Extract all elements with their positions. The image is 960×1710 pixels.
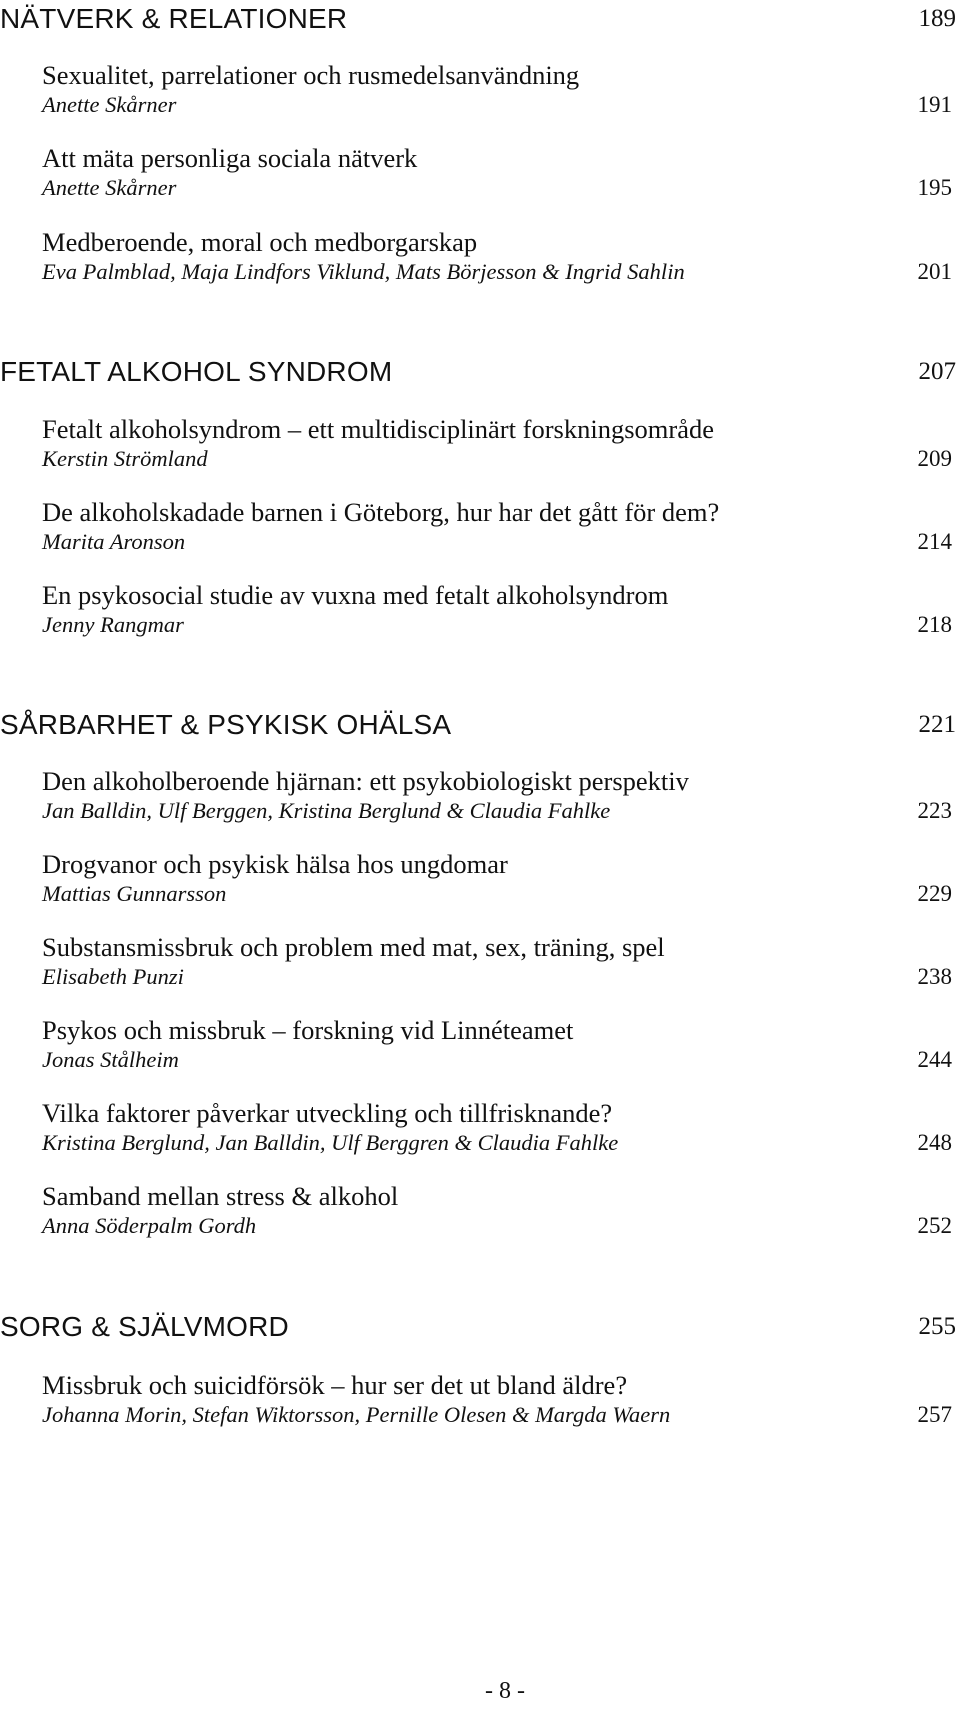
toc-entry — [42, 1180, 956, 1246]
section-page-number: 207 — [918, 358, 956, 385]
toc-entry — [42, 1014, 956, 1080]
entry-page-number: 252 — [917, 1213, 952, 1238]
entry-title: Samband mellan stress & alkohol — [42, 1181, 399, 1211]
entry-authors: Marita Aronson — [42, 529, 186, 554]
entry-authors: Anette Skårner — [42, 92, 177, 117]
entry-title: Substansmissbruk och problem med mat, sex, träning, spel — [42, 932, 665, 962]
entry-page-number: 229 — [917, 881, 952, 906]
section-page-number: 221 — [918, 711, 956, 738]
entry-authors: Kristina Berglund, Jan Balldin, Ulf Berggren & Claudia Fahlke — [42, 1130, 619, 1155]
entry-authors: Johanna Morin, Stefan Wiktorsson, Pernille Olesen & Margda Waern — [42, 1402, 671, 1427]
section-heading: FETALT ALKOHOL SYNDROM — [0, 356, 393, 387]
entry-authors: Jonas Stålheim — [42, 1047, 179, 1072]
entry-page-number: 214 — [917, 529, 952, 554]
entry-title: Psykos och missbruk – forskning vid Linnéteamet — [42, 1015, 574, 1045]
entry-title: En psykosocial studie av vuxna med fetalt alkoholsyndrom — [42, 580, 669, 610]
section-heading: NÄTVERK & RELATIONER — [0, 3, 348, 34]
page-number-footer: - 8 - — [485, 1678, 525, 1704]
section-page-number: 255 — [918, 1313, 956, 1340]
entry-page-number: 248 — [917, 1130, 952, 1155]
toc-entry — [42, 579, 956, 645]
entry-title: Missbruk och suicidförsök – hur ser det ut bland äldre? — [42, 1370, 628, 1400]
toc-entry — [42, 1097, 956, 1163]
entry-authors: Anna Söderpalm Gordh — [42, 1213, 257, 1238]
section-heading: SÅRBARHET & PSYKISK OHÄLSA — [0, 709, 452, 740]
toc-entry — [42, 226, 956, 292]
toc-entry — [42, 413, 956, 479]
entry-authors: Eva Palmblad, Maja Lindfors Viklund, Mats Börjesson & Ingrid Sahlin — [42, 259, 685, 284]
entry-title: Den alkoholberoende hjärnan: ett psykobiologiskt perspektiv — [42, 766, 689, 796]
entry-page-number: 195 — [917, 175, 952, 200]
entry-title: Medberoende, moral och medborgarskap — [42, 227, 478, 257]
entry-page-number: 191 — [917, 92, 952, 117]
entry-title: Att mäta personliga sociala nätverk — [42, 143, 418, 173]
entry-title: De alkoholskadade barnen i Göteborg, hur har det gått för dem? — [42, 497, 720, 527]
entry-page-number: 218 — [917, 612, 952, 637]
entry-page-number: 244 — [917, 1047, 952, 1072]
entry-authors: Kerstin Strömland — [42, 446, 208, 471]
entry-page-number: 238 — [917, 964, 952, 989]
entry-authors: Jan Balldin, Ulf Berggen, Kristina Berglund & Claudia Fahlke — [42, 798, 611, 823]
toc-entry — [42, 1369, 956, 1435]
entry-page-number: 223 — [917, 798, 952, 823]
entry-page-number: 257 — [917, 1402, 952, 1427]
toc-entry — [42, 931, 956, 997]
entry-authors: Jenny Rangmar — [42, 612, 184, 637]
section-heading: SORG & SJÄLVMORD — [0, 1311, 289, 1342]
section-page-number: 189 — [918, 5, 956, 32]
entry-authors: Elisabeth Punzi — [42, 964, 184, 989]
entry-page-number: 201 — [917, 259, 952, 284]
entry-authors: Mattias Gunnarsson — [42, 881, 227, 906]
entry-title: Drogvanor och psykisk hälsa hos ungdomar — [42, 849, 508, 879]
entry-title: Sexualitet, parrelationer och rusmedelsanvändning — [42, 60, 580, 90]
entry-page-number: 209 — [917, 446, 952, 471]
toc-entry — [42, 848, 956, 914]
toc-entry — [42, 496, 956, 562]
entry-title: Vilka faktorer påverkar utveckling och tillfrisknande? — [42, 1098, 613, 1128]
toc-entry — [42, 142, 956, 208]
entry-title: Fetalt alkoholsyndrom – ett multidisciplinärt forskningsområde — [42, 414, 714, 444]
toc-entry — [42, 765, 956, 831]
entry-authors: Anette Skårner — [42, 175, 177, 200]
toc-entry — [42, 59, 956, 125]
